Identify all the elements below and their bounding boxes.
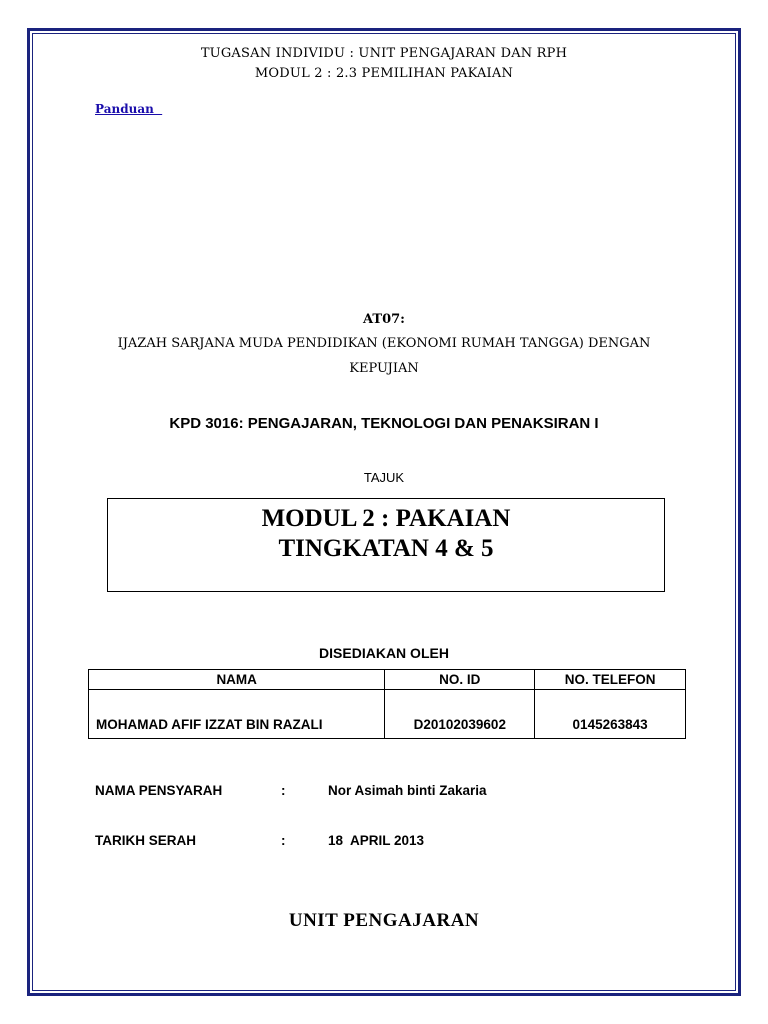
program-title-line-2: KEPUJIAN (349, 361, 419, 376)
column-header-phone: NO. TELEFON (535, 670, 686, 690)
submit-date-label: TARIKH SERAH (95, 833, 196, 848)
guide-link[interactable]: Panduan (95, 102, 163, 116)
column-header-name: NAMA (89, 670, 385, 690)
table-header-row (89, 670, 686, 690)
submit-date-separator: : (281, 833, 286, 848)
prepared-by-table (88, 669, 686, 739)
lecturer-name: Nor Asimah binti Zakaria (328, 783, 487, 798)
student-phone: 0145263843 (535, 690, 686, 739)
header-line-2: MODUL 2 : 2.3 PEMILIHAN PAKAIAN (254, 66, 514, 81)
program-title-line-1: IJAZAH SARJANA MUDA PENDIDIKAN (EKONOMI RUMAH TANGGA) DENGAN (117, 336, 651, 351)
header-line-1: TUGASAN INDIVIDU : UNIT PENGAJARAN DAN RPH (200, 46, 568, 61)
prepared-by-label: DISEDIAKAN OLEH (319, 645, 449, 661)
student-id: D20102039602 (385, 690, 535, 739)
program-code: AT07: (363, 312, 405, 327)
topic-title-line-2: TINGKATAN 4 & 5 (278, 535, 494, 562)
table-row (89, 690, 686, 739)
course-title: KPD 3016: PENGAJARAN, TEKNOLOGI DAN PENAKSIRAN I (169, 415, 599, 432)
lecturer-label: NAMA PENSYARAH (95, 783, 223, 798)
lecturer-separator: : (281, 783, 286, 798)
submit-date-value: 18 APRIL 2013 (328, 833, 425, 848)
student-name: MOHAMAD AFIF IZZAT BIN RAZALI (89, 690, 385, 739)
topic-label: TAJUK (363, 470, 405, 485)
topic-box (107, 498, 665, 592)
footer-title: UNIT PENGAJARAN (288, 910, 480, 931)
column-header-id: NO. ID (385, 670, 535, 690)
topic-title-line-1: MODUL 2 : PAKAIAN (261, 505, 511, 532)
